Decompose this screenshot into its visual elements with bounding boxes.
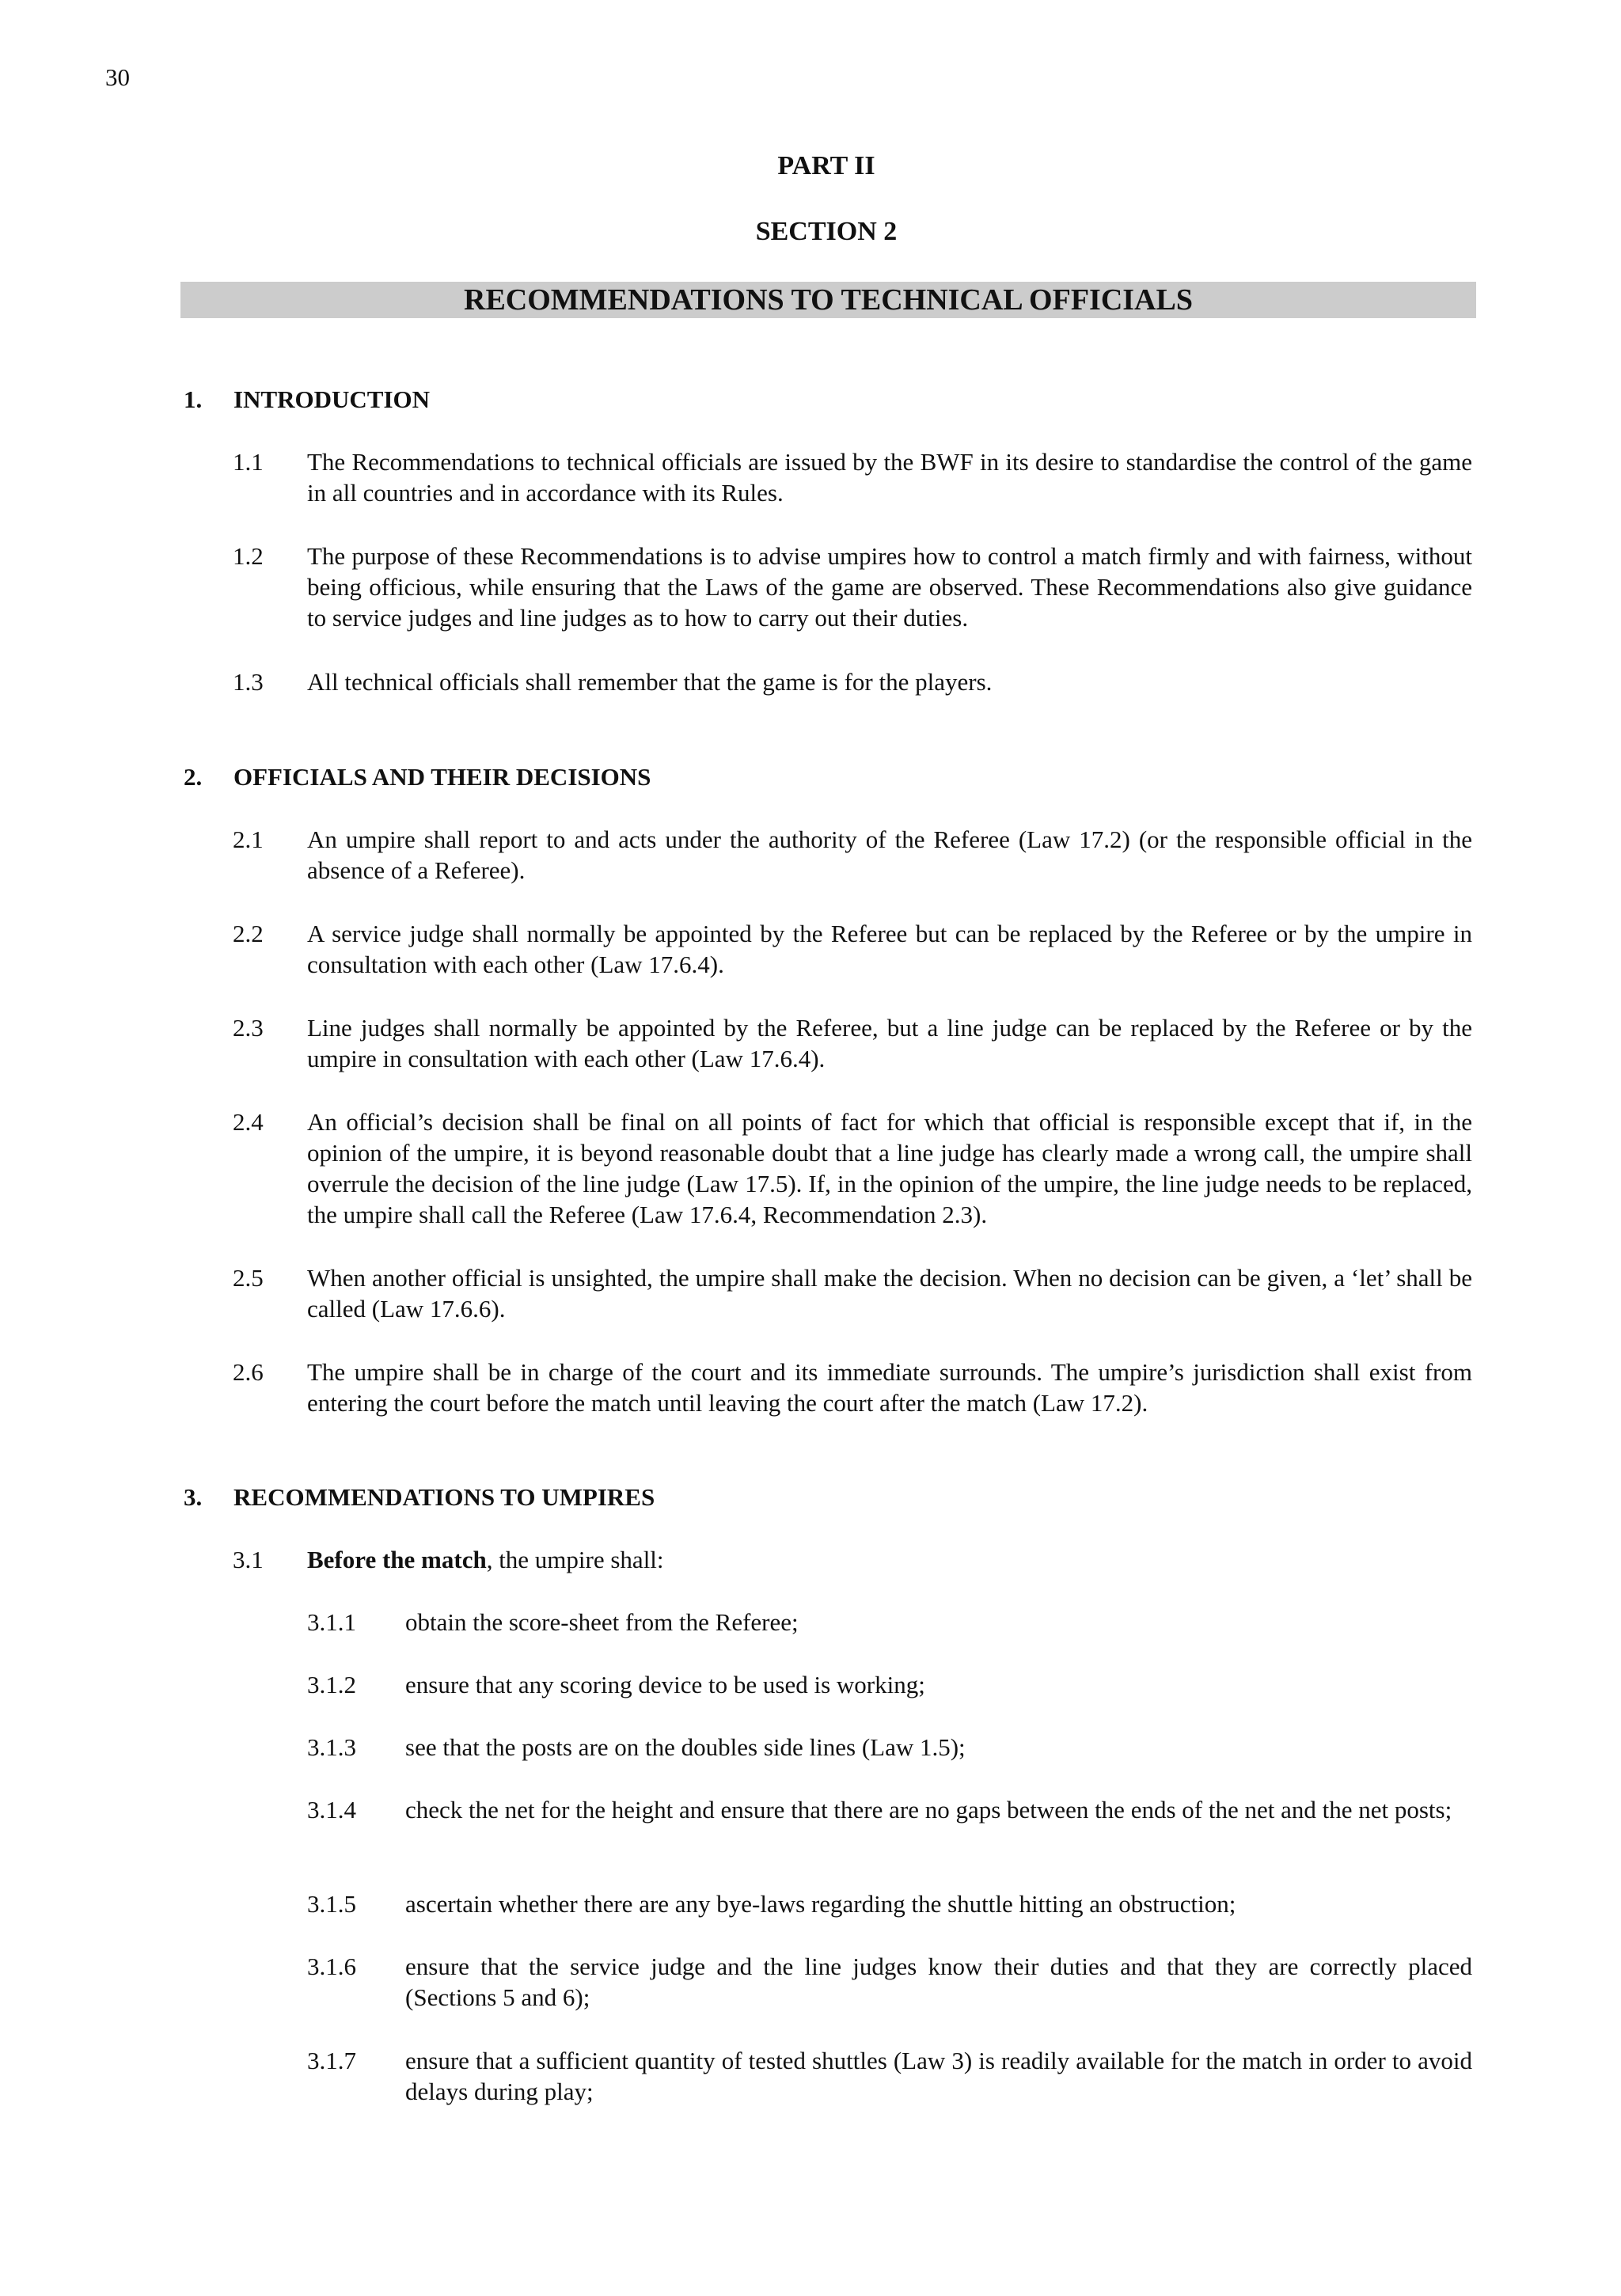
paragraph-number: 2.6 — [233, 1358, 264, 1386]
paragraph-text: An official’s decision shall be final on all points of fact for which that official is responsible except that if, in the opinion of the umpire, it is beyond reasonable doubt that a line judge has clearly made a wrong call, the umpire shall overrule the decision of the line judge (Law 17.5). If, in the opinion of the umpire, the line judge needs to be replaced, the umpire shall call the Referee (Law 17.6.4, Recommendation 2.3). — [307, 1108, 1472, 1228]
part-heading: PART II — [777, 151, 875, 180]
emphasis-text: Before the match — [307, 1546, 487, 1573]
section-number: 1. — [184, 385, 203, 413]
paragraph-number: 2.4 — [233, 1108, 264, 1136]
paragraph-text: An umpire shall report to and acts under the authority of the Referee (Law 17.2) (or the responsible official in the absence of a Referee). — [307, 825, 1472, 884]
subparagraph-text: ensure that a sufficient quantity of tested shuttles (Law 3) is readily available for the match in order to avoid delays during play; — [405, 2047, 1472, 2105]
subparagraph-number: 3.1.3 — [307, 1733, 356, 1761]
subparagraph-text: obtain the score-sheet from the Referee; — [405, 1608, 799, 1636]
paragraph-text: The Recommendations to technical officials are issued by the BWF in its desire to standardise the control of the game in all countries and in accordance with its Rules. — [307, 448, 1472, 507]
title-banner: RECOMMENDATIONS TO TECHNICAL OFFICIALS — [180, 282, 1476, 318]
subparagraph-number: 3.1.5 — [307, 1890, 356, 1918]
section-title: INTRODUCTION — [233, 385, 431, 413]
paragraph-rest: , the umpire shall: — [486, 1546, 664, 1573]
section-title: OFFICIALS AND THEIR DECISIONS — [233, 763, 651, 791]
section-heading: SECTION 2 — [755, 217, 898, 246]
paragraph-text: The purpose of these Recommendations is to advise umpires how to control a match firmly and with fairness, without being officious, while ensuring that the Laws of the game are observed. These Recommendations also give guidance to service judges and line judges as to how to carry out their duties. — [307, 542, 1472, 632]
section-title: RECOMMENDATIONS TO UMPIRES — [233, 1483, 655, 1511]
paragraph-number: 2.5 — [233, 1264, 264, 1292]
paragraph-text: When another official is unsighted, the umpire shall make the decision. When no decision can be given, a ‘let’ shall be called (Law 17.6.6). — [307, 1264, 1472, 1323]
subparagraph-text: see that the posts are on the doubles side lines (Law 1.5); — [405, 1733, 966, 1761]
section-number: 2. — [184, 763, 203, 791]
paragraph-number: 2.2 — [233, 920, 264, 947]
paragraph-number: 2.1 — [233, 825, 264, 853]
paragraph-text — [307, 1544, 1472, 1575]
paragraph-text: Line judges shall normally be appointed by the Referee, but a line judge can be replaced by the Referee or by the umpire in consultation with each other (Law 17.6.4). — [307, 1014, 1472, 1072]
subparagraph-text: ensure that the service judge and the line judges know their duties and that they are correctly placed (Sections 5 and 6); — [405, 1953, 1472, 2011]
subparagraph-text: ascertain whether there are any bye-laws regarding the shuttle hitting an obstruction; — [405, 1890, 1236, 1918]
subparagraph-number: 3.1.2 — [307, 1671, 356, 1698]
subparagraph-number: 3.1.1 — [307, 1608, 356, 1636]
paragraph-number: 2.3 — [233, 1014, 264, 1042]
subparagraph-text: ensure that any scoring device to be used is working; — [405, 1671, 925, 1698]
paragraph-text: All technical officials shall remember that the game is for the players. — [307, 668, 993, 696]
subparagraph-number: 3.1.7 — [307, 2047, 356, 2074]
paragraph-number: 1.1 — [233, 448, 264, 476]
subparagraph-number: 3.1.6 — [307, 1953, 356, 1980]
subparagraph-text: check the net for the height and ensure that there are no gaps between the ends of the net and the net posts; — [405, 1796, 1452, 1824]
page-number: 30 — [105, 63, 130, 91]
paragraph-text: A service judge shall normally be appointed by the Referee but can be replaced by the Referee or by the umpire in consultation with each other (Law 17.6.4). — [307, 920, 1472, 978]
subparagraph-number: 3.1.4 — [307, 1796, 356, 1824]
section-number: 3. — [184, 1483, 203, 1511]
paragraph-number: 1.3 — [233, 668, 264, 696]
paragraph-number: 1.2 — [233, 542, 264, 570]
paragraph-text: The umpire shall be in charge of the court and its immediate surrounds. The umpire’s jurisdiction shall exist from entering the court before the match until leaving the court after the match (Law 17.2). — [307, 1358, 1472, 1417]
paragraph-number: 3.1 — [233, 1546, 264, 1573]
